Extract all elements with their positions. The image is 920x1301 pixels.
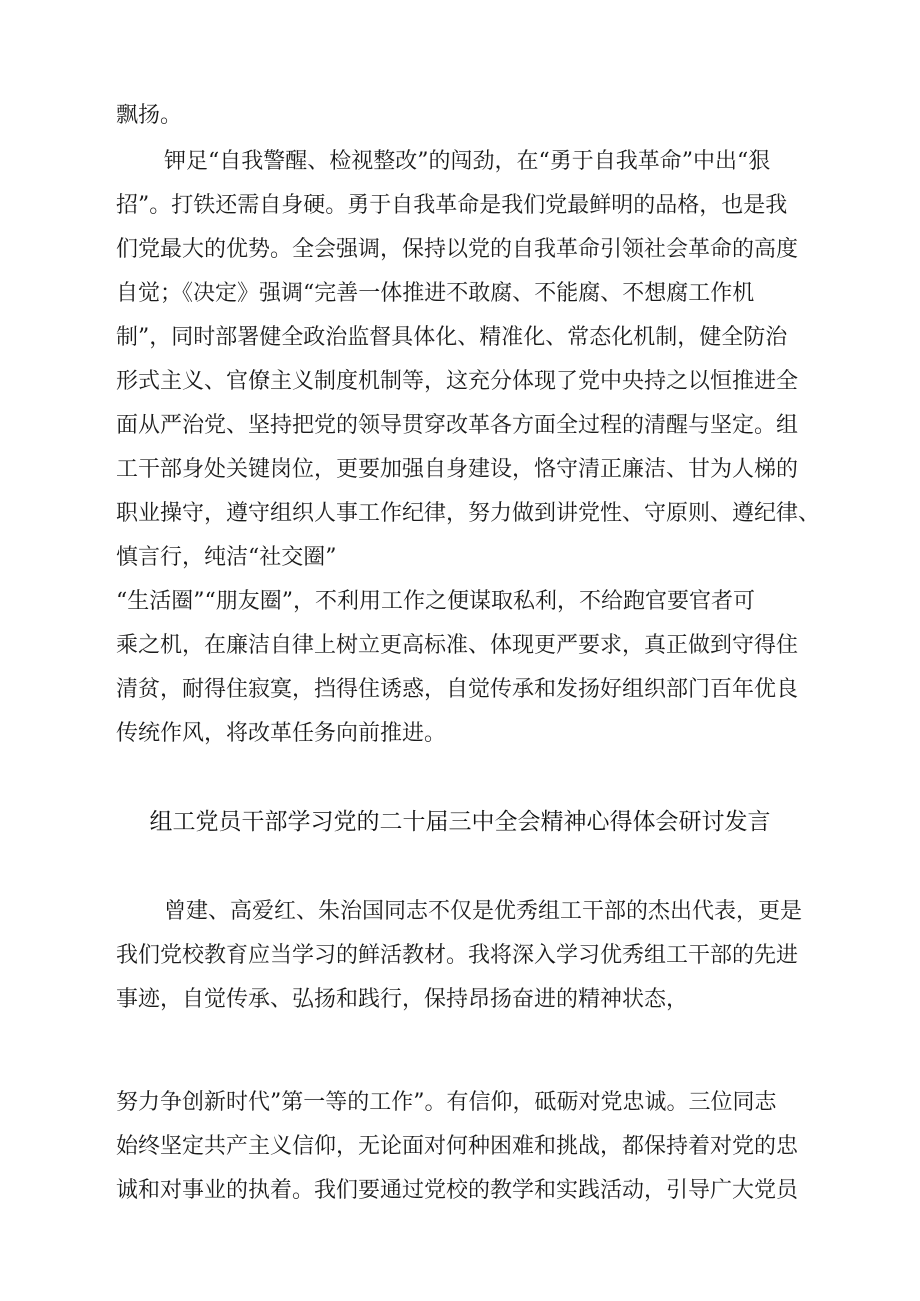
paragraph-line: 们党最大的优势。全会强调，保持以党的自我革命引领社会革命的高度 <box>116 237 799 262</box>
paragraph-line: 始终坚定共产主义信仰，无论面对何种困难和挑战，都保持着对党的忠 <box>116 1134 799 1159</box>
paragraph-line: 职业操守，遵守组织人事工作纪律，努力做到讲党性、守原则、遵纪律、 <box>116 501 821 526</box>
section-title: 组工党员干部学习党的二十届三中全会精神心得体会研讨发言 <box>149 809 771 835</box>
paragraph-line: 自觉；《决定》强调“完善一体推进不敢腐、不能腐、不想腐工作机 <box>116 281 755 306</box>
paragraph-line: 制”，同时部署健全政治监督具体化、精准化、常态化机制，健全防治 <box>116 325 788 350</box>
paragraph-line: 传统作风，将改革任务向前推进。 <box>116 721 447 746</box>
paragraph-line: 工干部身处关键岗位，更要加强自身建设，恪守清正廉洁、甘为人梯的 <box>116 457 799 482</box>
paragraph-line: 事迹，自觉传承、弘扬和践行，保持昂扬奋进的精神状态， <box>116 987 689 1012</box>
paragraph-line: 乘之机，在廉洁自律上树立更高标准、体现更严要求，真正做到守得住 <box>116 633 799 658</box>
paragraph-line: 慎言行，纯洁“社交圈” <box>116 545 337 570</box>
paragraph-line: 飘扬。 <box>116 103 183 128</box>
paragraph-line: 招”。打铁还需自身硬。勇于自我革命是我们党最鲜明的品格，也是我 <box>116 193 788 218</box>
paragraph-line: 钾足“自我警醒、检视整改”的闯劲，在“勇于自我革命”中出“狠 <box>164 149 771 174</box>
paragraph-line: “生活圈”“朋友圈”，不利用工作之便谋取私利，不给跑官要官者可 <box>116 589 755 614</box>
paragraph-line: 清贫，耐得住寂寞，挡得住诱惑，自觉传承和发扬好组织部门百年优良 <box>116 677 799 702</box>
paragraph-line: 曾建、高爱红、朱治国同志不仅是优秀组工干部的杰出代表，更是 <box>164 899 803 924</box>
paragraph-line: 形式主义、官僚主义制度机制等，这充分体现了党中央持之以恒推进全 <box>116 369 799 394</box>
paragraph-line: 努力争创新时代”第一等的工作”。有信仰，砥砺对党忠诚。三位同志 <box>116 1090 777 1115</box>
paragraph-line: 面从严治党、坚持把党的领导贯穿改革各方面全过程的清醒与坚定。组 <box>116 413 799 438</box>
paragraph-line: 我们党校教育应当学习的鲜活教材。我将深入学习优秀组工干部的先进 <box>116 943 799 968</box>
paragraph-line: 诚和对事业的执着。我们要通过党校的教学和实践活动，引导广大党员 <box>116 1178 799 1203</box>
